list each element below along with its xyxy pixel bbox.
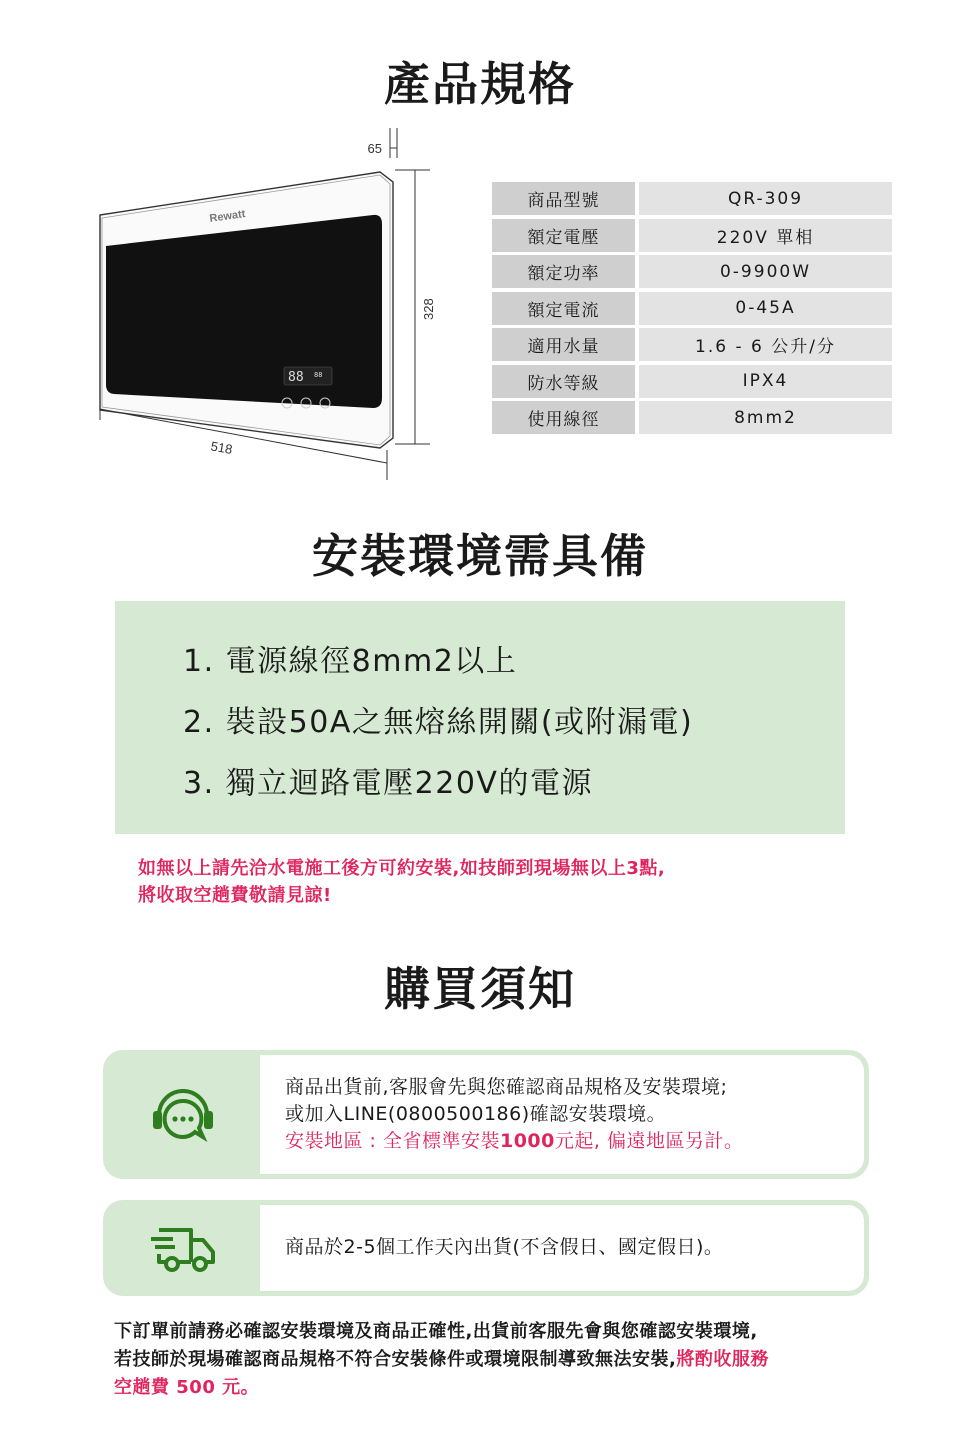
footer-line: 空趟費 500 元。 xyxy=(114,1377,260,1398)
area-prefix: 安裝地區 : 全省標準安裝 xyxy=(285,1130,500,1152)
spec-value: 0-9900W xyxy=(639,255,892,288)
spec-row xyxy=(492,292,892,325)
notice-text xyxy=(285,1074,743,1155)
notice-line-area xyxy=(285,1128,743,1155)
requirement-item: 1. 電源線徑8mm2以上 xyxy=(183,644,518,679)
depth-dimension xyxy=(368,128,397,158)
spec-row xyxy=(492,365,892,398)
spec-value: QR-309 xyxy=(639,182,892,215)
spec-row xyxy=(492,328,892,361)
delivery-truck-icon xyxy=(145,1210,221,1286)
spec-row xyxy=(492,219,892,252)
notice-card-shipping xyxy=(103,1200,869,1296)
notice-text: 商品於2-5個工作天內出貨(不含假日、國定假日)。 xyxy=(285,1236,724,1258)
warning-line: 如無以上請先洽水電施工後方可約安裝,如技師到現場無以上3點, xyxy=(138,858,666,879)
height-dimension xyxy=(395,170,436,444)
spec-row xyxy=(492,255,892,288)
spec-row xyxy=(492,182,892,215)
requirement-item: 2. 裝設50A之無熔絲開關(或附漏電) xyxy=(183,705,694,740)
heater-diagram xyxy=(90,120,450,480)
spec-value: 0-45A xyxy=(639,292,892,325)
height-label: 328 xyxy=(421,298,436,320)
area-suffix: 元起, 偏遠地區另計。 xyxy=(554,1130,744,1152)
footer-note xyxy=(114,1318,874,1402)
notice-line: 商品出貨前,客服會先與您確認商品規格及安裝環境; xyxy=(285,1076,728,1098)
spec-label: 額定電流 xyxy=(492,292,635,325)
customer-service-icon xyxy=(145,1077,221,1153)
spec-value: 220V 單相 xyxy=(639,219,892,252)
spec-label: 額定電壓 xyxy=(492,219,635,252)
spec-value: 1.6 - 6 公升/分 xyxy=(639,328,892,361)
spec-table xyxy=(492,182,892,438)
spec-value: 8mm2 xyxy=(639,401,892,434)
spec-label: 商品型號 xyxy=(492,182,635,215)
footer-line: 下訂單前請務必確認安裝環境及商品正確性,出貨前客服先會與您確認安裝環境, xyxy=(114,1321,758,1342)
install-warning xyxy=(138,855,838,909)
depth-label: 65 xyxy=(367,141,382,156)
spec-label: 適用水量 xyxy=(492,328,635,361)
glass-panel xyxy=(106,215,382,408)
display-digits-small: 88 xyxy=(314,371,323,379)
brand-logo: Rewatt xyxy=(208,208,247,225)
area-price: 1000 xyxy=(499,1130,555,1152)
spec-value: IPX4 xyxy=(639,365,892,398)
install-section-title: 安裝環境需具備 xyxy=(312,529,648,583)
notice-card-confirm xyxy=(103,1050,869,1179)
footer-line-pink: 將酌收服務 xyxy=(676,1349,769,1370)
spec-label: 使用線徑 xyxy=(492,401,635,434)
width-label: 518 xyxy=(209,438,234,457)
display-digits: 88 xyxy=(288,370,304,385)
spec-label: 額定功率 xyxy=(492,255,635,288)
notice-line: 或加入LINE(0800500186)確認安裝環境。 xyxy=(285,1103,667,1125)
spec-section-title: 產品規格 xyxy=(384,57,576,111)
footer-line xyxy=(114,1346,874,1374)
purchase-section-title: 購買須知 xyxy=(384,962,576,1016)
requirements-box xyxy=(115,601,845,834)
requirement-item: 3. 獨立迴路電壓220V的電源 xyxy=(183,766,593,801)
warning-line: 將收取空趟費敬請見諒! xyxy=(138,885,332,906)
spec-label: 防水等級 xyxy=(492,365,635,398)
spec-row xyxy=(492,401,892,434)
footer-line-black: 若技師於現場確認商品規格不符合安裝條件或環境限制導致無法安裝, xyxy=(114,1349,677,1370)
